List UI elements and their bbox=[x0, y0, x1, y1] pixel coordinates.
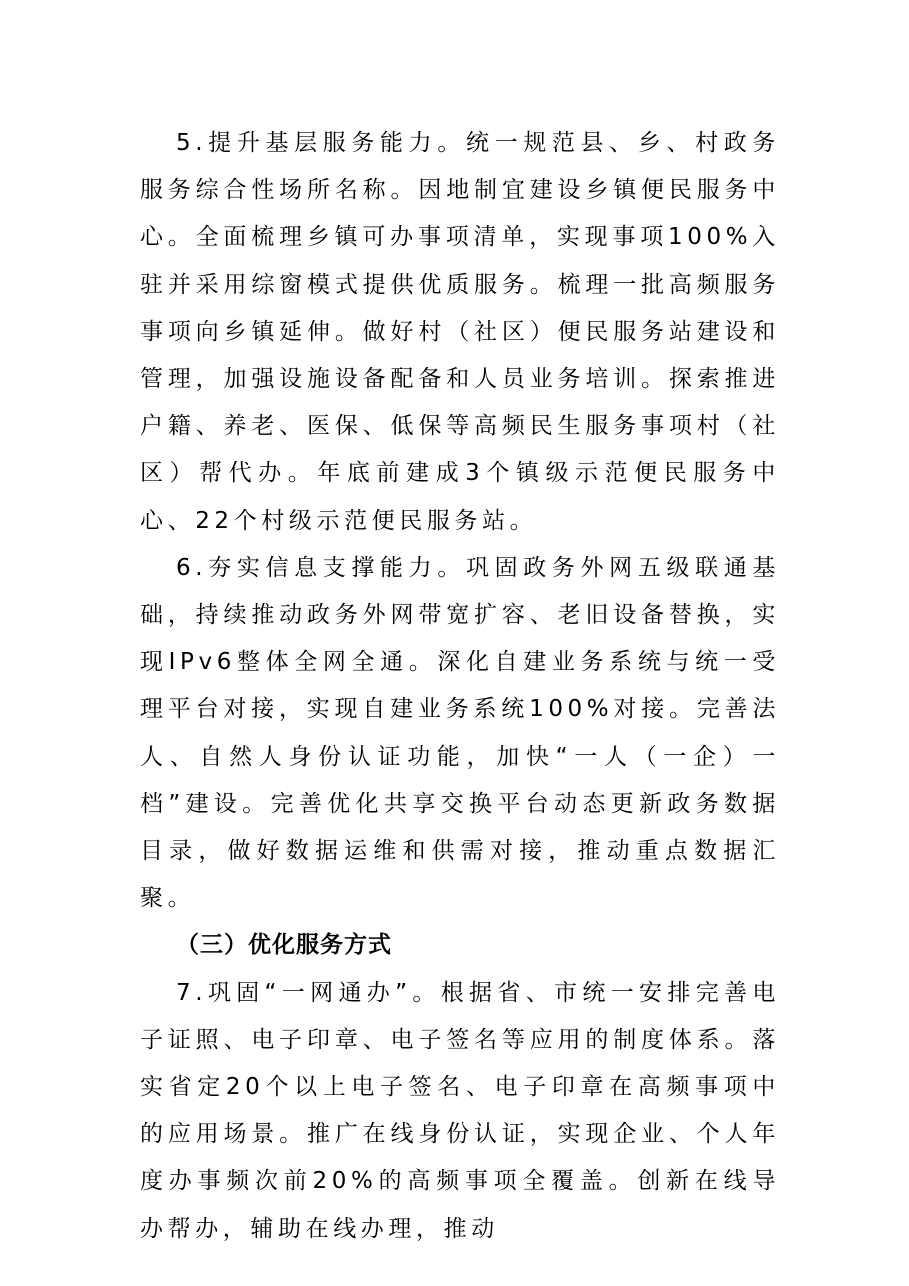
paragraph-one-network-service: 7.巩固“一网通办”。根据省、市统一安排完善电子证照、电子印章、电子签名等应用的制度体系。落实省定20个以上电子签名、电子印章在高频事项中的应用场景。推广在线身份认证，实现企业、个人年度办事频次前20%的高频事项全覆盖。创新在线导办帮办，辅助在线办理，推动 bbox=[140, 979, 780, 1242]
paragraph-grassroots-service: 5.提升基层服务能力。统一规范县、乡、村政务服务综合性场所名称。因地制宜建设乡镇便民服务中心。全面梳理乡镇可办事项清单，实现事项100%入驻并采用综窗模式提供优质服务。梳理一批高频服务事项向乡镇延伸。做好村（社区）便民服务站建设和管理，加强设施设备配备和人员业务培训。探索推进户籍、养老、医保、低保等高频民生服务事项村（社区）帮代办。年底前建成3个镇级示范便民服务中心、22个村级示范便民服务站。 bbox=[140, 130, 780, 534]
document-body bbox=[140, 120, 780, 1253]
paragraph-information-support: 6.夯实信息支撑能力。巩固政务外网五级联通基础，持续推动政务外网带宽扩容、老旧设备替换，实现IPv6整体全网全通。深化自建业务系统与统一受理平台对接，实现自建业务系统100%对接。完善法人、自然人身份认证功能，加快“一人（一企）一档”建设。完善优化共享交换平台动态更新政务数据目录，做好数据运维和供需对接，推动重点数据汇聚。 bbox=[140, 554, 780, 912]
section-heading-optimize-service: （三）优化服务方式 bbox=[176, 932, 392, 959]
